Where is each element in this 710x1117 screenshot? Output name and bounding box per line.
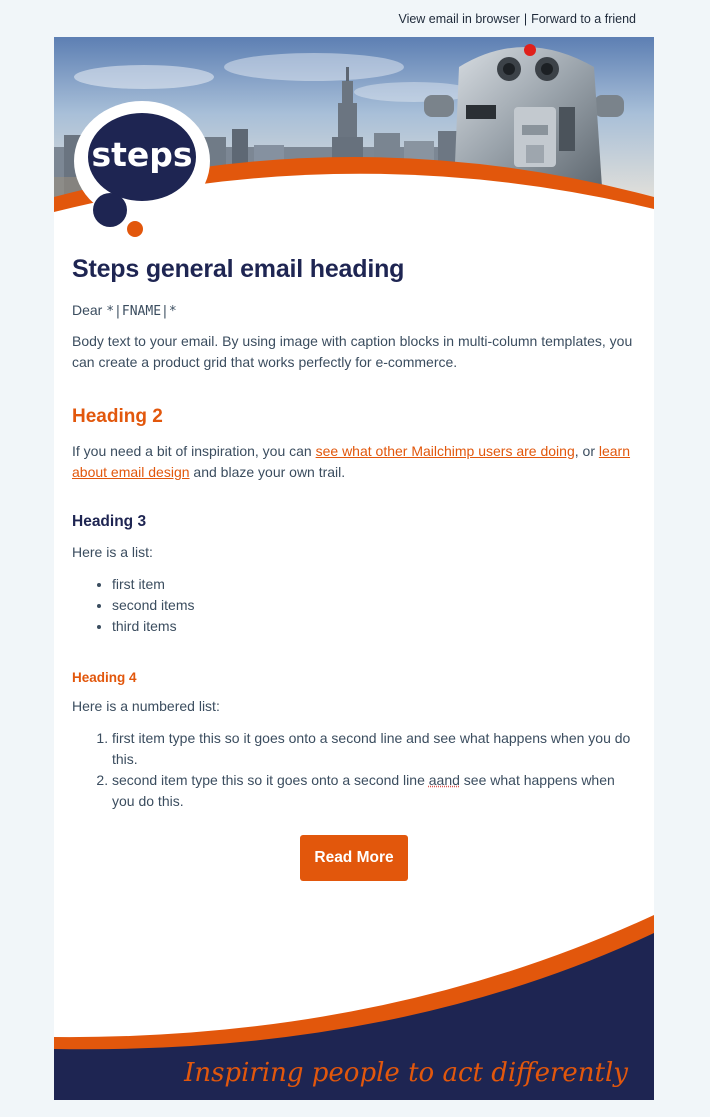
- forward-to-friend-link[interactable]: Forward to a friend: [531, 12, 636, 26]
- inspiration-after: and blaze your own trail.: [189, 464, 346, 480]
- hero-banner: [54, 37, 654, 252]
- preheader-separator: |: [523, 12, 528, 26]
- inspiration-before: If you need a bit of inspiration, you can: [72, 443, 316, 459]
- heading-2: Heading 2: [72, 406, 163, 427]
- heading-4: Heading 4: [72, 670, 137, 685]
- read-more-button[interactable]: Read More: [300, 835, 407, 881]
- fname-merge-tag: *|FNAME|*: [106, 304, 177, 319]
- greeting-prefix: Dear: [72, 302, 107, 318]
- body-text: Body text to your email. By using image with caption blocks in multi-column templates, you can create a product grid that works perfectly for e-commerce.: [72, 333, 633, 370]
- heading-3: Heading 3: [72, 513, 147, 530]
- numbered-item-text: second item type this so it goes onto a second line: [112, 772, 429, 788]
- greeting: [72, 302, 636, 319]
- numbered-item-text: see what happens when you do this.: [112, 772, 615, 809]
- numbered-item: 1. first item type this so it goes onto a second line and see what happens when you do this.: [112, 728, 636, 770]
- list-intro: Here is a list:: [72, 544, 153, 560]
- numbered-item: [112, 770, 636, 812]
- misspelled-word: aand: [428, 772, 460, 788]
- button-wrapper: [72, 835, 636, 881]
- email-design-link[interactable]: learn about email design: [72, 443, 631, 480]
- inspiration-paragraph: [72, 441, 636, 483]
- inspiration-middle: , or: [574, 443, 599, 459]
- footer-tagline: Inspiring people to act differently: [184, 1058, 628, 1088]
- list-item: • first item: [112, 574, 636, 595]
- email-body: [72, 255, 636, 881]
- list-item: • third items: [112, 616, 636, 637]
- bullet-list: [72, 574, 636, 637]
- heading-1: Steps general email heading: [72, 255, 405, 283]
- view-in-browser-link[interactable]: View email in browser: [398, 12, 520, 26]
- numbered-list: [72, 728, 636, 812]
- preheader: [398, 12, 636, 26]
- mailchimp-users-link[interactable]: see what other Mailchimp users are doing: [315, 443, 575, 459]
- list-item: • second items: [112, 595, 636, 616]
- email-container: [54, 37, 654, 1100]
- numbered-intro: Here is a numbered list:: [72, 698, 220, 714]
- logo-text: steps: [91, 135, 193, 174]
